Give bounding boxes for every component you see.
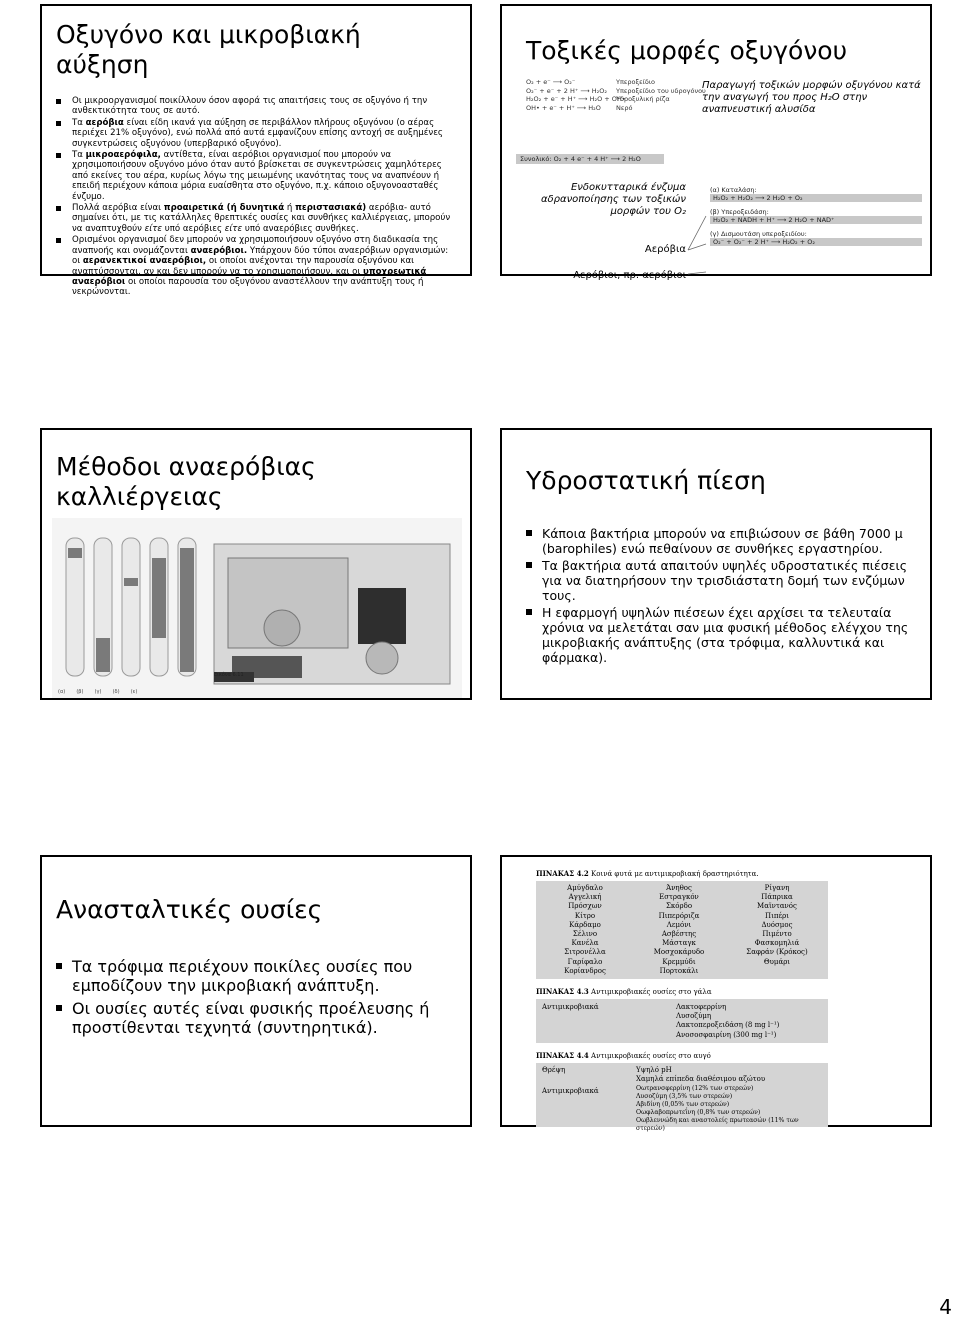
reaction-line: OH• + e⁻ + H⁺ ⟶ H₂O [526,103,601,112]
bullet-list [56,96,456,299]
table-cell: Αβιδίνη (0,05% των στερεών) [636,1101,730,1108]
bullet-item: Πολλά αερόβια είναι προαιρετικά (ή δυνητικά ή περιστασιακά) αερόβια- αυτό σημαίνει ότι, με τις κατάλληλες θρεπτικές ουσίες και συνθήκες καλλιέργειας, μπορούν να αναπτυχθούν είτε υπό αερόβιες είτε υπό αναερόβιες συνθήκες. [56,203,456,234]
table-cell: Σκόρδο [665,902,693,911]
slide-title: Ανασταλτικές ουσίες [56,895,323,924]
table-cell: Μάσταγκ [662,939,696,948]
table-cell: Οωτρανσφερρίνη (12% των στερεών) [636,1085,754,1092]
table-cell: Ασβέστης [661,930,697,939]
slide-title: Μέθοδοι αναερόβιας καλλιέργειας [56,452,316,511]
table1-title: ΠΙΝΑΚΑΣ 4.2 Κοινά φυτά με αντιμικροβιακή δραστηριότητα. [536,869,759,878]
caption-top: Παραγωγή τοξικών μορφών οξυγόνου κατά την αναγωγή του προς H₂O στην αναπνευστική αλυσίδα [702,80,921,115]
enzyme-reactions [710,186,922,252]
table-cell: Σιτρονέλλα [564,948,606,957]
reaction-line: H₂O₂ + e⁻ + H⁺ ⟶ H₂O + OH• [526,95,626,104]
table2 [536,999,828,1043]
table3-values [636,1066,765,1084]
label-facultative: Αερόβιοι, πρ. αερόβιοι [573,270,686,281]
table-cell: Σαφράν (Κρόκος) [746,948,808,957]
enzyme-dismutase: (γ) Δισμουτάση υπεροξειδίου: O₂⁻ + O₂⁻ + 2 H⁺ ⟶ H₂O₂ + O₂ [710,230,922,246]
table-cell: Κορίανδρος [564,966,606,975]
table-cell: Αγγελική [568,893,602,902]
figure-label: Εικόνα 6.11 [214,672,244,678]
table-cell: Οωφλαβοπρωτεΐνη (0,8% των στερεών) [636,1109,761,1116]
culture-figure [52,518,462,698]
label-aerobic: Αερόβια [644,244,686,255]
table-cell: Οωβλεννώδη και αναστολείς πρωτεασών (11% των στερεών) [636,1117,799,1132]
table-cell: Πιμέντο [762,930,792,939]
table-cell: Λεμόνι [666,920,692,929]
table-cell: Αμύγδαλο [567,884,603,892]
table-cell: Γαρίφαλο [567,957,603,966]
table2-values [676,1003,779,1040]
table-cell: Λυσοζύμη (3,5% των στερεών) [636,1093,733,1100]
table-cell: Κίτρο [574,911,596,920]
table-cell: Μοσχοκάρυδο [653,948,705,957]
table-cell: Λυσοζύμη [676,1012,712,1021]
slide-tables [500,855,932,1132]
table1-column [732,884,822,967]
total-reaction: Συνολικό: O₂ + 4 e⁻ + 4 H⁺ ⟶ 2 H₂O [516,154,664,164]
reaction-name: Υπεροξείδιο του υδρογόνου [616,86,706,95]
slide-title: Οξυγόνο και μικροβιακή αύξηση [56,20,361,79]
bullet-item: Τα αερόβια είναι είδη ικανά για αύξηση σε περιβάλλον πλήρους οξυγόνου (ο αέρας περιέχει 21% οξυγόνο), ενώ πολλά από αυτά εμφανίζουν επίσης αντοχή σε αυξημένες συγκεντρώσεις οξυγόνου (υπερβαρικό οξυγόνο). [56,118,456,149]
bullet-item: Κάποια βακτήρια μπορούν να επιβιώσουν σε βάθη 7000 μ (barophiles) ενώ πεθαίνουν σε συνθήκες εργαστηρίου. [526,526,916,556]
table-cell: Πιπέρι [765,911,789,920]
slide-title: Τοξικές μορφές οξυγόνου [526,36,848,65]
bullet-item: Οι μικροοργανισμοί ποικίλλουν όσον αφορά τις απαιτήσεις τους σε οξυγόνο ή την ανθεκτικότητα τους σε αυτό. [56,96,456,117]
caption-left: Ενδοκυτταρικά ένζυμα αδρανοποίησης των τοξικών μορφών του O₂ [540,182,686,217]
table2-key: Αντιμικροβιακά [542,1003,599,1011]
slide-hydrostatic-pressure [500,428,932,700]
table3-key: Θρέψη [542,1066,566,1074]
bullet-item: Τα τρόφιμα περιέχουν ποικίλες ουσίες που εμποδίζουν την μικροβιακή ανάπτυξη. [56,957,456,995]
table3 [536,1063,828,1132]
page-number: 4 [939,1295,952,1319]
table-cell: Πρόσχων [568,902,602,911]
bullet-list [56,957,456,1041]
table-cell: Χαμηλά επίπεδα διαθέσιμου αζώτου [636,1075,766,1084]
bracket-lines [686,186,710,276]
table1-column [636,884,722,976]
bullet-item: Ορισμένοι οργανισμοί δεν μπορούν να χρησιμοποιήσουν οξυγόνο στη διαδικασία της αναπνοής και ονομάζονται αναερόβιοι. Υπάρχουν δύο τύποι αναερόβιων οργανισμών: οι αερανεκτικοί αναερόβιοι, οι οποίοι ανέχονται την παρουσία οξυγόνου και αναπτύσσονται, αν και δεν μπορούν να το χρησιμοποιήσουν, και οι υποχρεωτικά αναερόβιοι οι οποίοι παρουσία του οξυγόνου αναστέλλουν την ανάπτυξη τους ή νεκρώνονται. [56,235,456,297]
table-cell: Άνηθος [666,884,692,892]
table-cell: Υψηλό pH [636,1066,672,1074]
reaction-line: O₂⁻ + e⁻ + 2 H⁺ ⟶ H₂O₂ [526,86,607,95]
table2-title: ΠΙΝΑΚΑΣ 4.3 Αντιμικροβιακές ουσίες στο γάλα [536,987,712,996]
table3-key: Αντιμικροβιακά [542,1087,599,1095]
tube-labels: (α) (β) (γ) (δ) (ε) [58,689,138,695]
table1-column [542,884,628,976]
table3-title: ΠΙΝΑΚΑΣ 4.4 Αντιμικροβιακές ουσίες στο αυγό [536,1051,711,1060]
table-cell: Εστραγκόν [659,893,699,902]
bullet-list [526,526,916,667]
enzyme-peroxidase: (β) Υπεροξειδάση: H₂O₂ + NADH + H⁺ ⟶ 2 H₂O + NAD⁺ [710,208,922,224]
table-cell: Φασκομηλιά [754,939,800,948]
bullet-item: Τα μικροαερόφιλα, αντίθετα, είναι αερόβιοι οργανισμοί που μπορούν να χρησιμοποιήσουν οξυγόνο μόνο όταν αυτό βρίσκεται σε συγκεντρώσεις χαμηλότερες από εκείνες του αέρα, κυρίως λόγω της μειωμένης ικανότητας τους να αναπνέουν ή επειδή περιέχουν κάποια μόρια ευαίσθητα στο οξυγόνο, π.χ. κάποιο οξυγονοασταθές ένζυμο. [56,150,456,202]
slide-anaerobic-methods [40,428,472,700]
table-cell: Πορτοκάλι [659,966,699,975]
table3-values [636,1085,828,1133]
enzyme-catalase: (α) Καταλάση: H₂O₂ + H₂O₂ ⟶ 2 H₂O + O₂ [710,186,922,202]
table-cell: Πιπερόριζα [658,911,700,920]
reaction-name: Υπεροξείδιο [616,78,655,86]
reaction-line: O₂ + e⁻ ⟶ O₂⁻ [526,78,576,86]
slide-oxygen-growth [40,4,472,298]
bullet-item: Η εφαρμογή υψηλών πιέσεων έχει αρχίσει τα τελευταία χρόνια να μελετάται σαν μια φυσική μέθοδος ελέγχου της μικροβιακής ανάπτυξης (στα τρόφιμα, καλλυντικά και φάρμακα). [526,605,916,665]
table-cell: Δυόσμος [761,920,793,929]
slide-toxic-oxygen [500,4,932,281]
table-cell: Λακτοπεροξειδάση (8 mg l⁻¹) [676,1021,780,1030]
table-cell: Ρίγανη [764,884,790,892]
table-cell: Λακτοφερρίνη [676,1003,727,1011]
table-cell: Μαϊντανός [757,902,797,911]
table-cell: Κρεμμύδι [662,957,696,966]
table-cell: Ανοσοσφαιρίνη (300 mg l⁻¹) [676,1030,777,1039]
bullet-item: Οι ουσίες αυτές είναι φυσικής προέλευσης ή προστίθενται τεχνητά (συντηρητικά). [56,999,456,1037]
table-cell: Πάπρικα [761,893,793,902]
table-cell: Κάρδαμο [569,920,601,929]
table-cell: Θυμάρι [763,957,791,966]
bullet-item: Τα βακτήρια αυτά απαιτούν υψηλές υδροστατικές πιέσεις για να διατηρήσουν την τρισδιάστατη δομή των ενζύμων τους. [526,558,916,603]
reaction-name: Νερό [616,103,633,112]
slide-title: Υδροστατική πίεση [526,466,766,495]
table-cell: Κανέλα [571,939,599,948]
reaction-name: Υδροξυλική ρίζα [616,95,670,104]
table-cell: Σέλινο [572,930,598,939]
table1 [536,881,828,979]
slide-inhibitory-substances [40,855,472,1127]
